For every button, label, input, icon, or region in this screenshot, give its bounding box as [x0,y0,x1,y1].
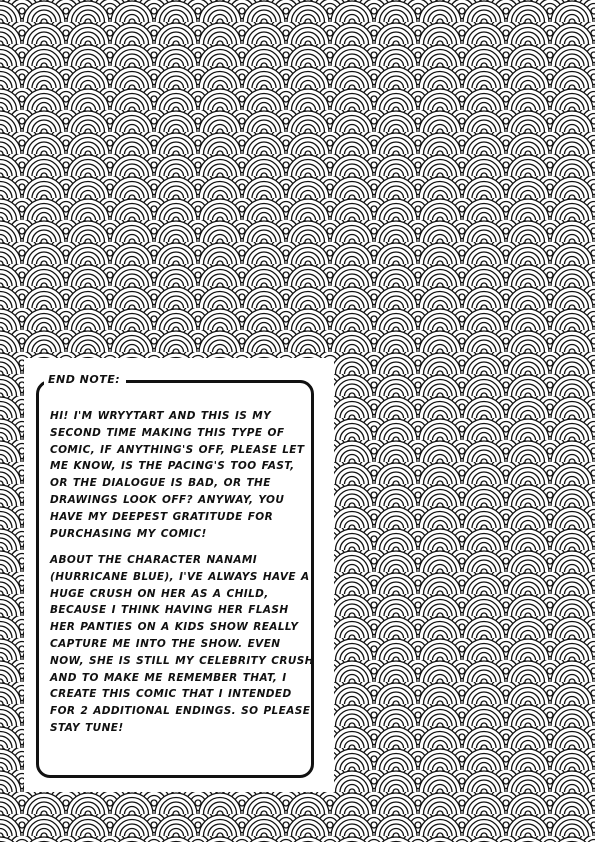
end-note-panel [24,358,334,792]
end-note-paragraph-1: HI! I'M WRYYTART AND THIS IS MY SECOND TIME MAKING THIS TYPE OF COMIC, IF ANYTHING'S OFF, PLEASE LET ME KNOW, IS THE PACING'S TOO FAST, OR THE DIALOGUE IS BAD, OR THE DRAWINGS LOOK OFF? ANYWAY, YOU HAVE MY DEEPEST GRATITUDE FOR PURCHASING MY COMIC! [50,410,305,540]
end-note-label: END NOTE: [44,372,126,388]
end-note-paragraph-2: ABOUT THE CHARACTER NANAMI (HURRICANE BLUE), I'VE ALWAYS HAVE A HUGE CRUSH ON HER AS A CHILD, BECAUSE I THINK HAVING HER FLASH HER PANTIES ON A KIDS SHOW REALLY CAPTURE ME INTO THE SHOW. EVEN NOW, SHE IS STILL MY CELEBRITY CRUSH AND TO MAKE ME REMEMBER THAT, I CREATE THIS COMIC THAT I INTENDED FOR 2 ADDITIONAL ENDINGS. SO PLEASE STAY TUNE! [50,554,314,734]
